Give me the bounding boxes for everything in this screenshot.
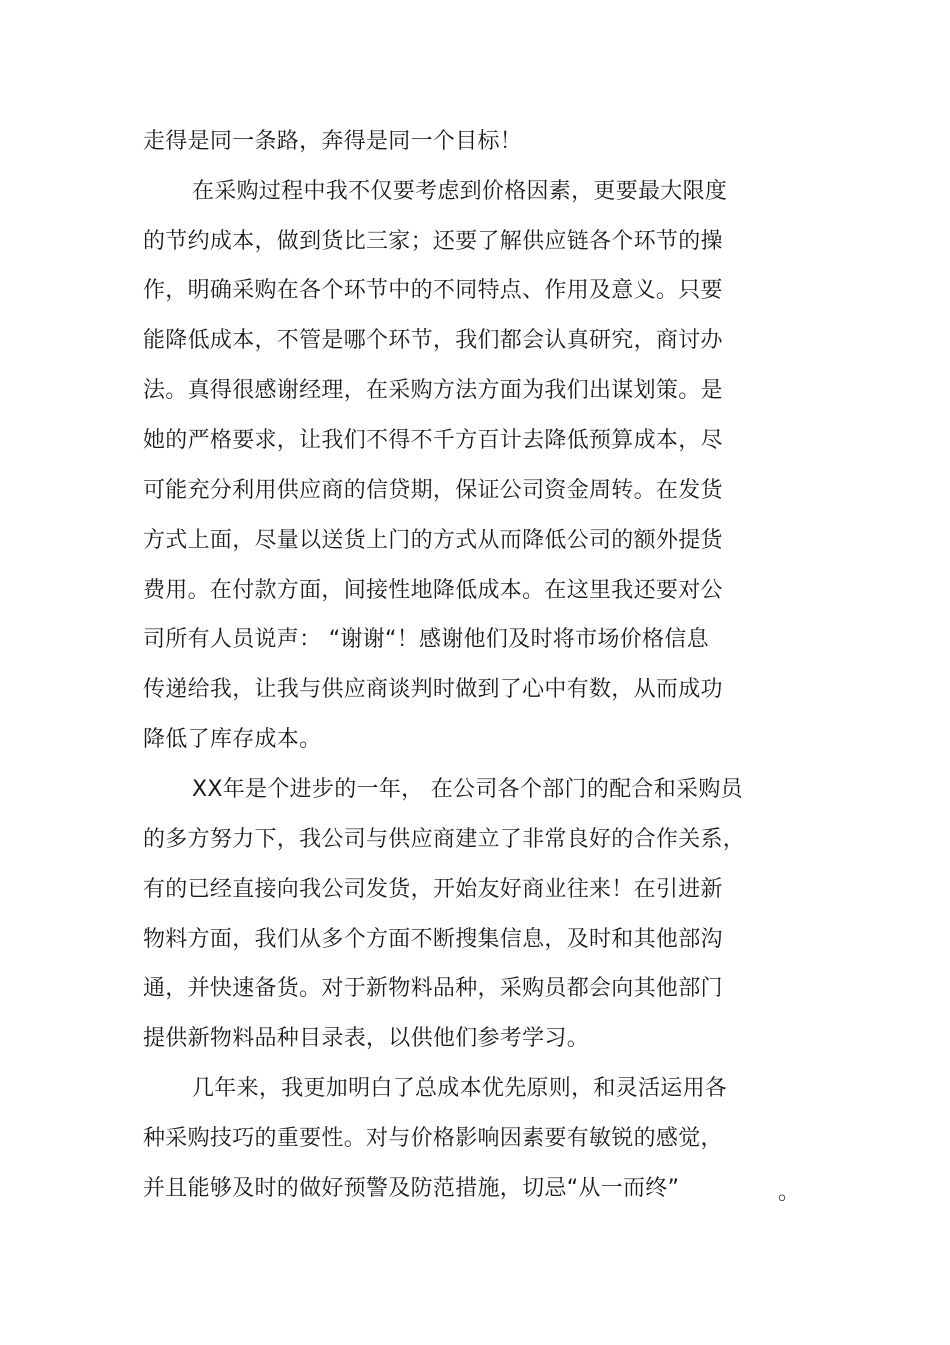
text-line: 她的严格要求，让我们不得不千方百计去降低预算成本，尽	[143, 428, 723, 453]
text-line: 能降低成本，不管是哪个环节，我们都会认真研究，商讨办	[143, 328, 723, 353]
text-line: 物料方面，我们从多个方面不断搜集信息，及时和其他部沟	[143, 927, 723, 952]
text-line: 有的已经直接向我公司发货，开始友好商业往来！在引进新	[143, 877, 723, 902]
trailing-period: 。	[778, 1180, 801, 1205]
text-line: 司所有人员说声： “谢谢“！感谢他们及时将市场价格信息	[143, 627, 709, 652]
text-line: 费用。在付款方面，间接性地降低成本。在这里我还要对公	[143, 578, 723, 603]
text-line: 方式上面，尽量以送货上门的方式从而降低公司的额外提货	[143, 528, 723, 553]
text-line: XX年是个进步的一年， 在公司各个部门的配合和采购员	[192, 777, 743, 802]
text-line: 的多方努力下，我公司与供应商建立了非常良好的合作关系，	[143, 827, 746, 852]
text-line: 通，并快速备货。对于新物料品种，采购员都会向其他部门	[143, 976, 723, 1001]
text-line: 并且能够及时的做好预警及防范措施，切忌“从一而终”	[143, 1176, 680, 1201]
text-line: 作，明确采购在各个环节中的不同特点、作用及意义。只要	[143, 278, 723, 303]
text-line: 传递给我，让我与供应商谈判时做到了心中有数，从而成功	[143, 677, 723, 702]
text-line: 提供新物料品种目录表，以供他们参考学习。	[143, 1026, 590, 1051]
text-line: 走得是同一条路，奔得是同一个目标！	[143, 129, 523, 154]
text-line: 的节约成本，做到货比三家；还要了解供应链各个环节的操	[143, 229, 723, 254]
text-line: 几年来，我更加明白了总成本优先原则，和灵活运用各	[192, 1076, 728, 1101]
text-line: 在采购过程中我不仅要考虑到价格因素，更要最大限度	[192, 179, 728, 204]
text-line: 种采购技巧的重要性。对与价格影响因素要有敏锐的感觉，	[143, 1126, 723, 1151]
text-line: 降低了库存成本。	[143, 727, 322, 752]
text-line: 可能充分利用供应商的信贷期，保证公司资金周转。在发货	[143, 478, 723, 503]
text-line: 法。真得很感谢经理，在采购方法方面为我们出谋划策。是	[143, 378, 723, 403]
